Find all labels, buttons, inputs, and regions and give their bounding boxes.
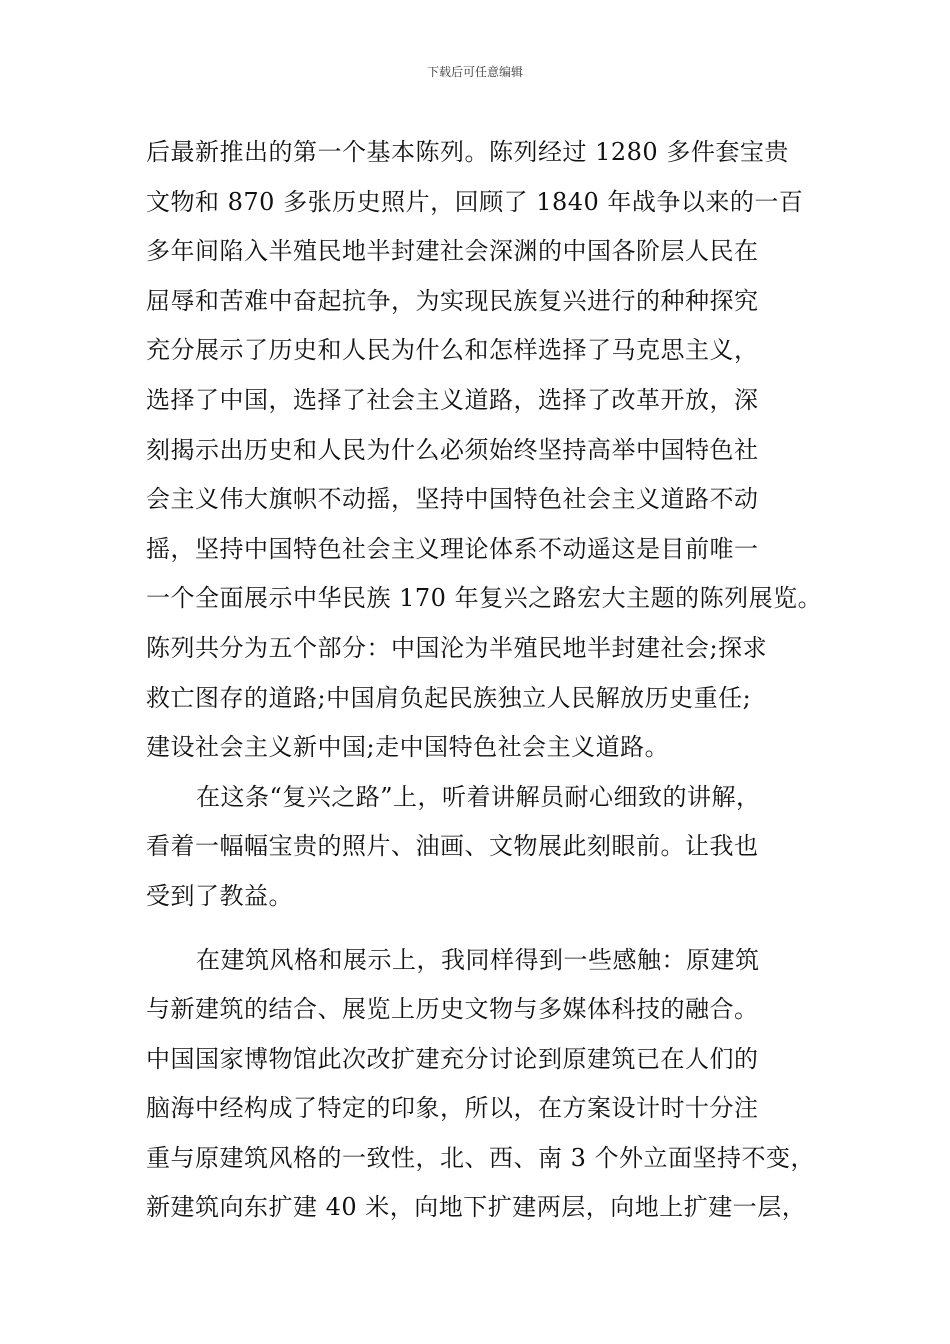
text-line: 看着一幅幅宝贵的照片、油画、文物展此刻眼前。让我也 bbox=[146, 832, 759, 861]
text-line: 救亡图存的道路;中国肩负起民族独立人民解放历史重任; bbox=[146, 683, 752, 712]
text-line: 充分展示了历史和人民为什么和怎样选择了马克思主义， bbox=[146, 336, 759, 365]
paragraph-spacing bbox=[146, 922, 826, 936]
document-body bbox=[146, 128, 826, 1233]
paragraph-1 bbox=[146, 128, 826, 773]
text-line: 多年间陷入半殖民地半封建社会深渊的中国各阶层人民在 bbox=[146, 237, 759, 266]
text-line: 与新建筑的结合、展览上历史文物与多媒体科技的融合。 bbox=[146, 995, 759, 1024]
text-line: 受到了教益。 bbox=[146, 881, 293, 910]
text-line: 中国国家博物馆此次改扩建充分讨论到原建筑已在人们的 bbox=[146, 1044, 759, 1073]
text-line: 陈列共分为五个部分：中国沦为半殖民地半封建社会;探求 bbox=[146, 633, 768, 662]
text-line: 重与原建筑风格的一致性，北、西、南 3 个外立面坚持不变， bbox=[146, 1143, 816, 1172]
text-line: 会主义伟大旗帜不动摇，坚持中国特色社会主义道路不动 bbox=[146, 485, 759, 514]
paragraph-2 bbox=[146, 773, 826, 922]
text-line: 在这条“复兴之路”上，听着讲解员耐心细致的讲解， bbox=[196, 782, 761, 811]
text-line: 建设社会主义新中国;走中国特色社会主义道路。 bbox=[146, 733, 670, 762]
text-line: 新建筑向东扩建 40 米，向地下扩建两层，向地上扩建一层， bbox=[146, 1193, 807, 1222]
page-header: 下载后可任意编辑 bbox=[426, 65, 523, 79]
text-line: 后最新推出的第一个基本陈列。陈列经过 1280 多件套宝贵 bbox=[146, 138, 789, 166]
paragraph-3 bbox=[146, 936, 826, 1234]
text-line: 在建筑风格和展示上，我同样得到一些感触：原建筑 bbox=[196, 945, 760, 974]
text-line: 屈辱和苦难中奋起抗争，为实现民族复兴进行的种种探究 bbox=[146, 286, 759, 315]
text-line: 选择了中国，选择了社会主义道路，选择了改革开放，深 bbox=[146, 385, 759, 414]
text-line: 文物和 870 多张历史照片，回顾了 1840 年战争以来的一百 bbox=[146, 187, 804, 216]
text-line: 一个全面展示中华民族 170 年复兴之路宏大主题的陈列展览。 bbox=[146, 584, 823, 613]
text-line: 脑海中经构成了特定的印象，所以，在方案设计时十分注 bbox=[146, 1094, 759, 1123]
text-line: 摇，坚持中国特色社会主义理论体系不动遥这是目前唯一 bbox=[146, 534, 759, 563]
text-line: 刻揭示出历史和人民为什么必须始终坚持高举中国特色社 bbox=[146, 435, 759, 464]
